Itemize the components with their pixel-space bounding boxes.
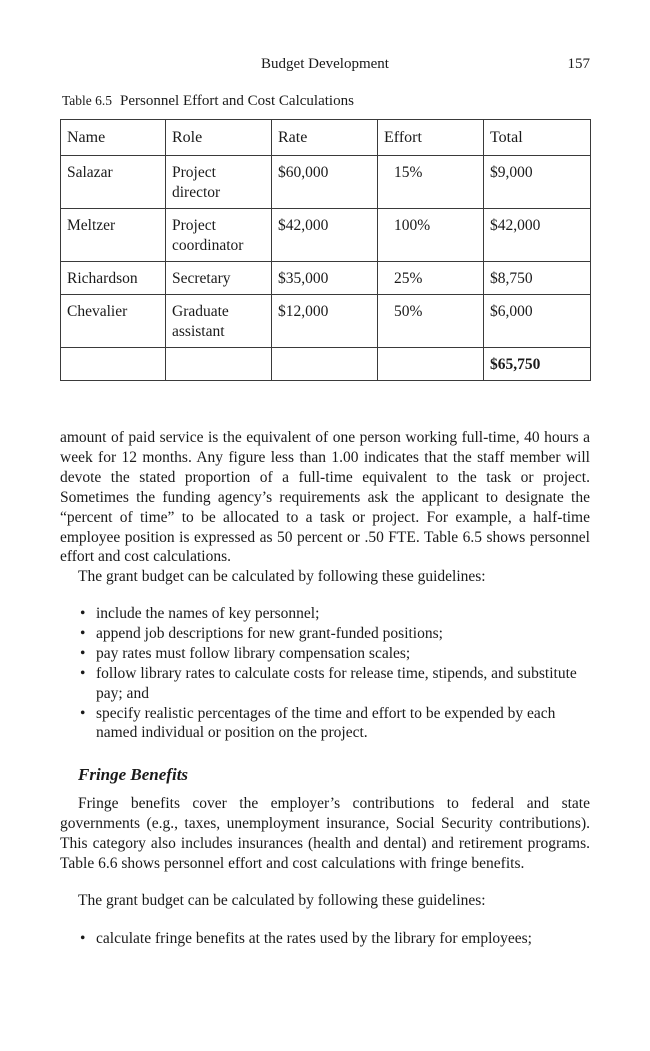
cell-effort: 50% [378,295,484,348]
cell-effort: 100% [378,209,484,262]
cell-rate: $12,000 [272,295,378,348]
table-row [61,295,591,348]
personnel-cost-table [60,119,591,381]
cell-total: $8,750 [484,262,591,295]
list-item [78,644,578,664]
list-item [78,604,578,624]
table-row [61,156,591,209]
cell-role: Project director [166,156,272,209]
list-item-text: pay rates must follow library compensation scales; [96,644,411,662]
cell-name: Meltzer [61,209,166,262]
list-item [78,664,578,704]
list-item-text: calculate fringe benefits at the rates used by the library for employees; [96,930,532,947]
table-row [61,262,591,295]
empty-cell [166,348,272,381]
table-total-row [61,348,591,381]
guidelines-intro: The grant budget can be calculated by following these guidelines: [78,568,486,585]
cell-role: Graduate assistant [166,295,272,348]
personnel-guidelines-list [78,604,578,743]
bullet-icon: • [80,704,86,722]
list-item [78,704,578,744]
bullet-icon: • [80,664,86,682]
fringe-guidelines-list [78,929,578,949]
section-heading: Fringe Benefits [78,765,189,784]
running-head [60,56,590,78]
column-header-rate: Rate [272,120,378,156]
bullet-icon: • [80,930,86,947]
paragraph-fte: amount of paid service is the equivalent of one person working full-time, 40 hours a week for 12 months. Any figure less than 1.00 indicates that the staff member will devote the stated proportion of a full-time equivalent to the task or project. Sometimes the funding agency’s requirements ask the applicant to designate the “percent of time” to be allocated to a task or project. For example, a half-time employee position is expressed as 50 percent or .50 FTE. Table 6.5 shows personnel effort and cost calculations. [60,429,590,566]
table-header-row [61,120,591,156]
cell-name: Chevalier [61,295,166,348]
list-item-text: specify realistic percentages of the time and effort to be expended by each named individual or position on the project. [96,704,556,742]
cell-rate: $60,000 [272,156,378,209]
empty-cell [272,348,378,381]
list-item-text: append job descriptions for new grant-funded positions; [96,624,443,642]
table-row [61,209,591,262]
cell-effort: 15% [378,156,484,209]
column-header-name: Name [61,120,166,156]
cell-total: $6,000 [484,295,591,348]
cell-total: $42,000 [484,209,591,262]
running-head-title: Budget Development [261,56,389,72]
paragraph-fringe-benefits: Fringe benefits cover the employer’s contributions to federal and state governments (e.g., taxes, unemployment insurance, Social Security contributions). This category also includes insurances (health and dental) and retirement programs. Table 6.6 shows personnel effort and cost calculations with fringe benefits. [60,795,590,872]
guidelines-intro: The grant budget can be calculated by following these guidelines: [78,892,486,909]
cell-name: Salazar [61,156,166,209]
list-item [78,624,578,644]
bullet-icon: • [80,644,86,662]
column-header-total: Total [484,120,591,156]
cell-name: Richardson [61,262,166,295]
bullet-icon: • [80,605,86,622]
cell-effort: 25% [378,262,484,295]
cell-total: $9,000 [484,156,591,209]
empty-cell [61,348,166,381]
list-item [78,929,578,949]
empty-cell [378,348,484,381]
table-caption [62,93,354,110]
bullet-icon: • [80,624,86,642]
column-header-role: Role [166,120,272,156]
cell-role: Project coordinator [166,209,272,262]
table-label: Table 6.5 [62,93,113,108]
table-title: Personnel Effort and Cost Calculations [120,93,354,109]
list-item-text: follow library rates to calculate costs for release time, stipends, and substitute pay; and [96,664,577,702]
grand-total: $65,750 [484,348,591,381]
column-header-effort: Effort [378,120,484,156]
cell-rate: $35,000 [272,262,378,295]
list-item-text: include the names of key personnel; [96,605,320,622]
cell-role: Secretary [166,262,272,295]
cell-rate: $42,000 [272,209,378,262]
page-number: 157 [567,56,590,72]
